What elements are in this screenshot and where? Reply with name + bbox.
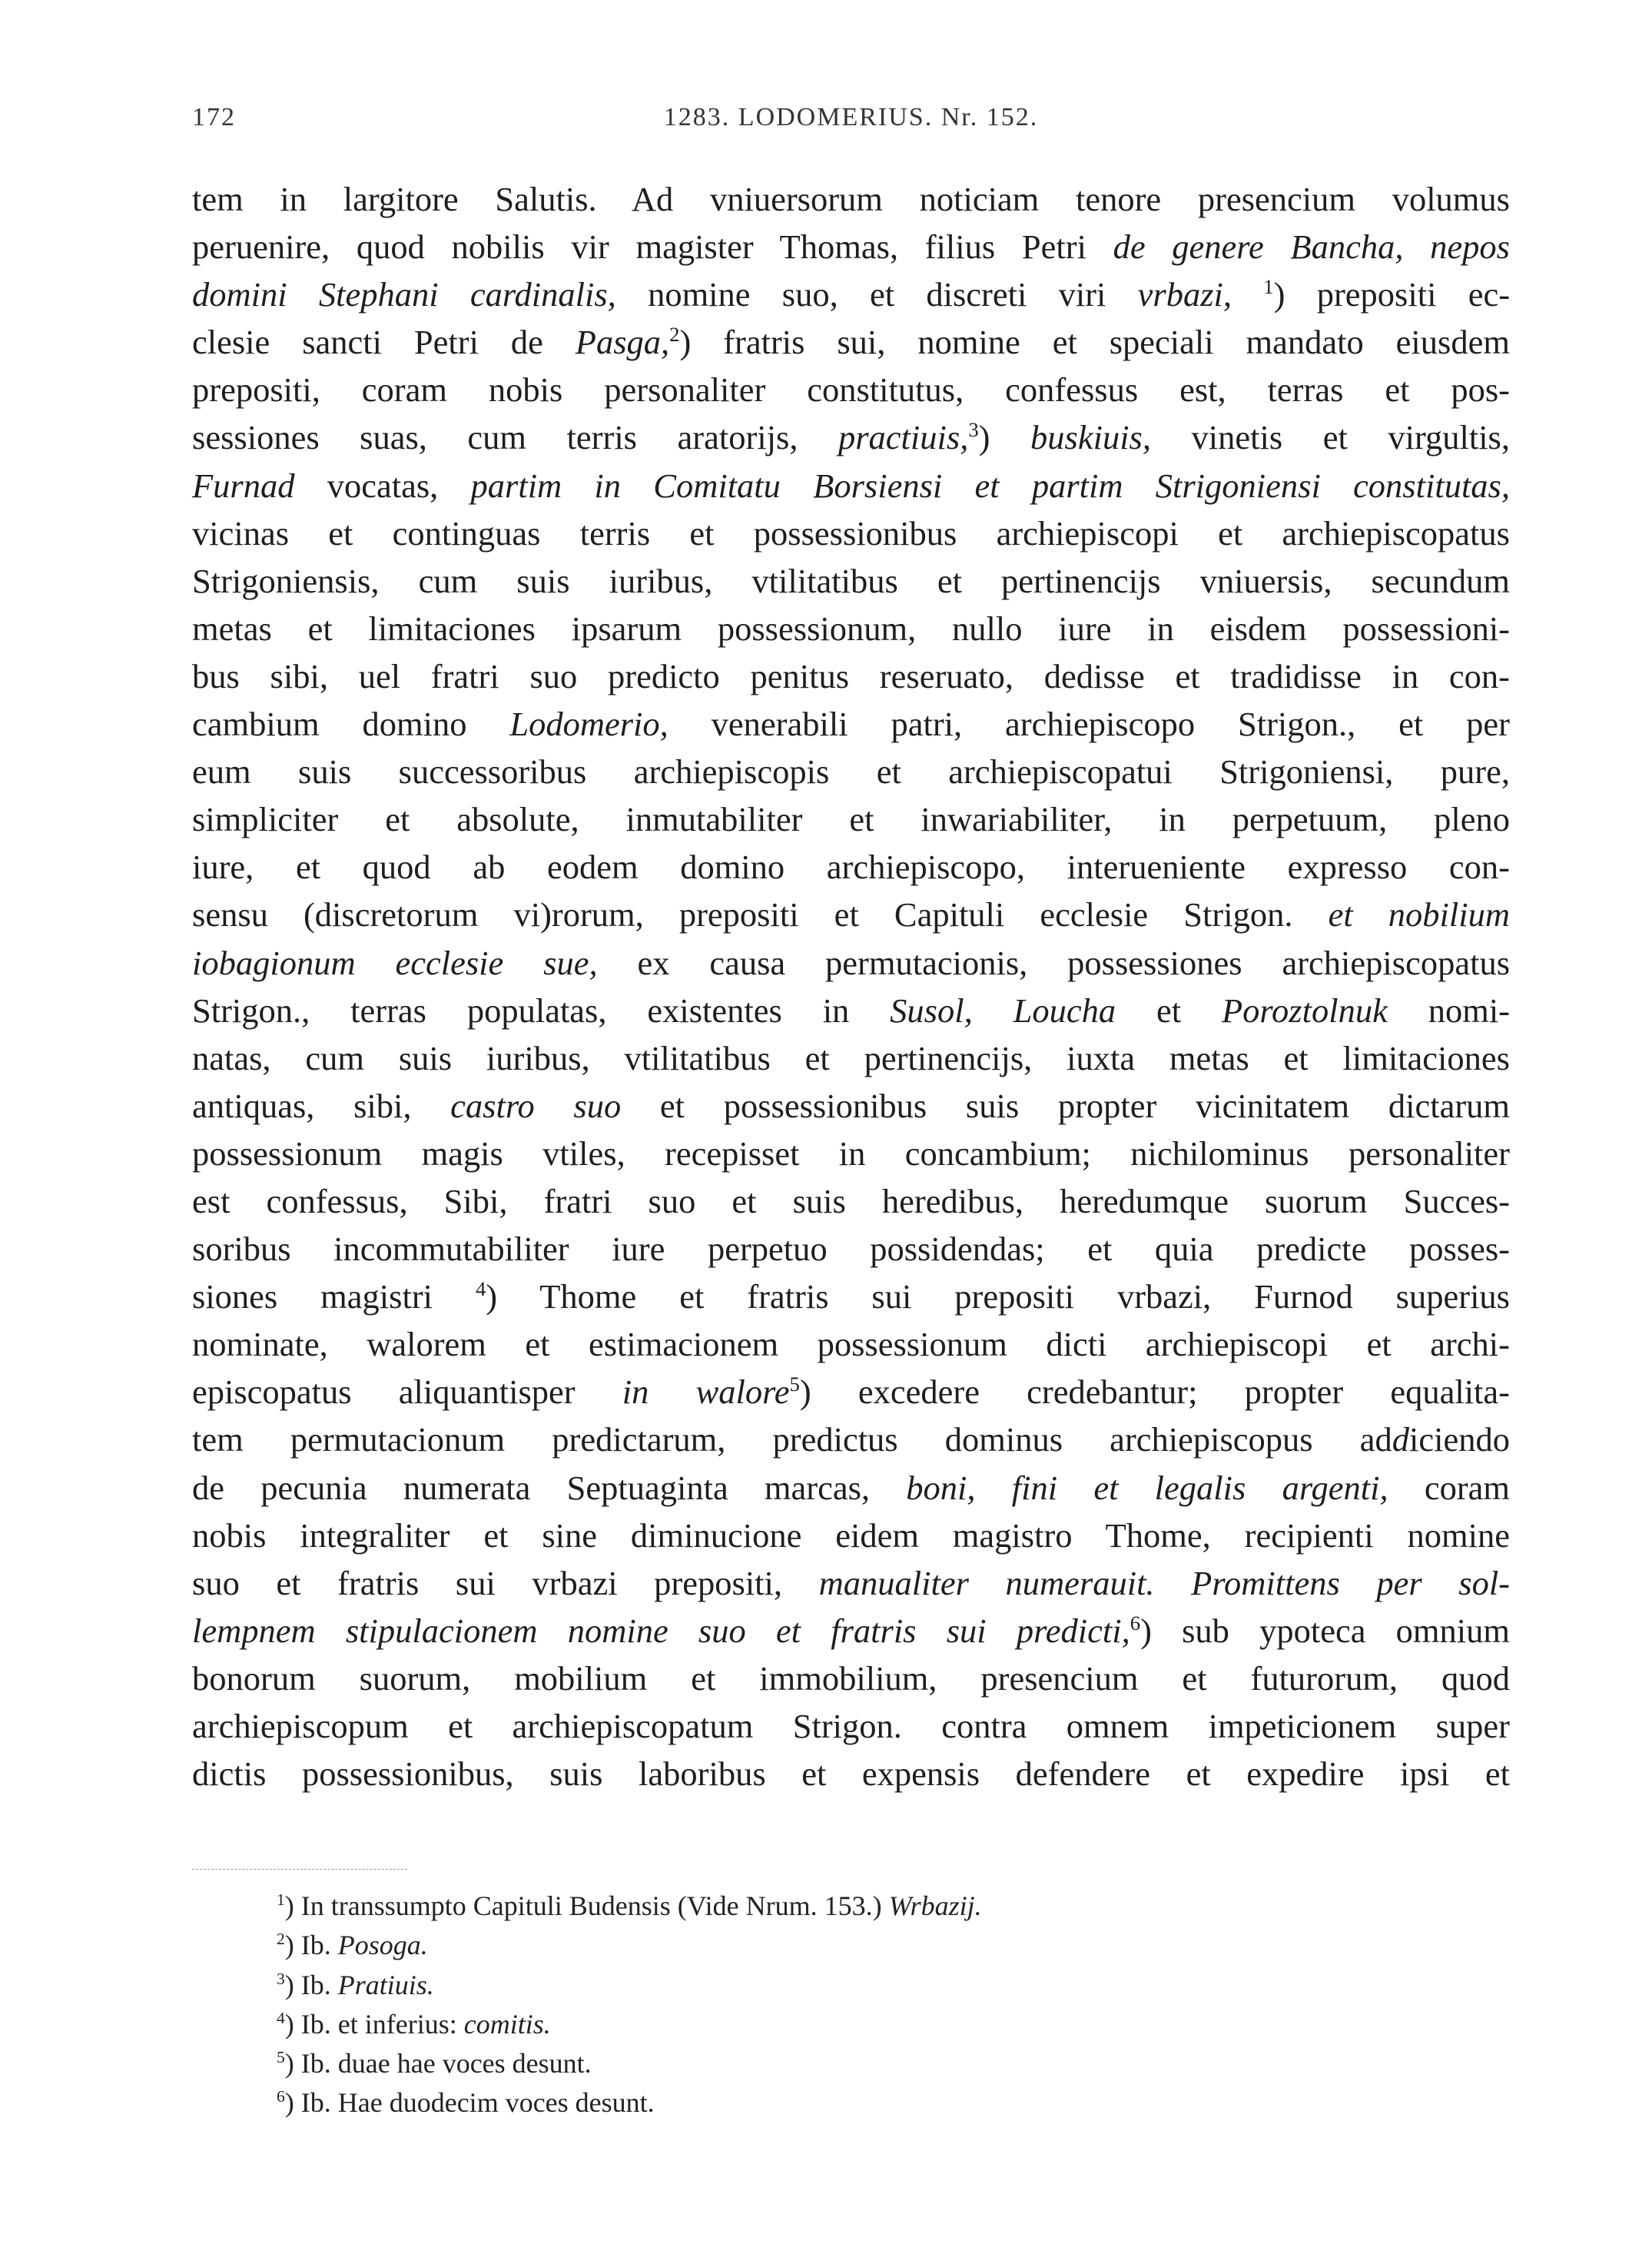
text-line: eum suis successoribus archiepiscopis et archiepiscopatui Strigoniensi, pure, [192,752,1510,792]
text-line: peruenire, quod nobilis vir magister Thomas, filius Petri de genere Bancha, nepos [192,227,1510,267]
footnote: $^6$) Ib. Hae duodecim voces desunt. [277,2087,655,2119]
text-line: simpliciter et absolute, inmutabiliter et inwariabiliter, in perpetuum, pleno [192,800,1510,839]
text-line: dictis possessionibus, suis laboribus et expensis defendere et expedire ipsi et [192,1754,1510,1794]
footnote: $^5$) Ib. duae hae voces desunt. [277,2048,592,2079]
text-line: Strigon., terras populatas, existentes in Susol, Loucha et Poroztolnuk nomi- [192,991,1510,1030]
text-line: bonorum suorum, mobilium et immobilium, presencium et futurorum, quod [192,1658,1510,1698]
text-line: clesie sancti Petri de Pasga,$^2$) fratris sui, nomine et speciali mandato eiusdem [192,323,1510,362]
text-line: cambium domino Lodomerio, venerabili patri, archiepiscopo Strigon., et per [192,705,1510,744]
text-line: iobagionum ecclesie sue, ex causa permutacionis, possessiones archiepiscopatus [192,943,1511,982]
text-line: bus sibi, uel fratri suo predicto penitus reseruato, dedisse et tradidisse in con- [192,656,1510,695]
text-line: natas, cum suis iuribus, vtilitatibus et pertinencijs, iuxta metas et limitaciones [192,1038,1510,1077]
text-line: suo et fratris sui vrbazi prepositi, manualiter numerauit. Promittens per sol- [192,1563,1510,1602]
footnote: $^1$) In transsumpto Capituli Budensis (Vide Nrum. 153.) Wrbazij. [277,1890,982,1921]
text-line: metas et limitaciones ipsarum possessionum, nullo iure in eisdem possessioni- [192,609,1510,648]
footnote: $^2$) Ib. Posoga. [277,1930,428,1961]
text-line: tem permutacionum predictarum, predictus dominus archiepiscopus addiciendo [192,1420,1510,1459]
text-line: nominate, walorem et estimacionem possessionum dicti archiepiscopi et archi- [192,1325,1510,1364]
text-line: nobis integraliter et sine diminucione eidem magistro Thome, recipienti nomine [192,1515,1510,1555]
text-line: possessionum magis vtiles, recepisset in concambium; nichilominus personaliter [192,1134,1510,1173]
text-line: antiquas, sibi, castro suo et possessionibus suis propter vicinitatem dictarum [192,1086,1510,1125]
text-line: Strigoniensis, cum suis iuribus, vtilitatibus et pertinencijs vniuersis, secundum [192,561,1510,600]
text-line: episcopatus aliquantisper in walore$^5$) excedere credebantur; propter equalita- [192,1372,1510,1412]
text-line: soribus incommutabiliter iure perpetuo possidendas; et quia predicte posses- [192,1230,1510,1269]
footnotes [277,1887,1352,2123]
footnote: $^3$) Ib. Pratiuis. [277,1969,434,2000]
text-line: sessiones suas, cum terris aratorijs, practiuis,$^3$) buskiuis, vinetis et virgultis, [192,418,1511,457]
text-line: de pecunia numerata Septuaginta marcas, boni, fini et legalis argenti, coram [192,1468,1511,1507]
text-line: sensu (discretorum vi)rorum, prepositi et Capituli ecclesie Strigon. et nobilium [192,895,1511,934]
footnote: $^4$) Ib. et inferius: comitis. [277,2008,551,2040]
text-line: tem in largitore Salutis. Ad vniuersorum noticiam tenore presencium volumus [192,180,1510,218]
text-line: siones magistri $^4$) Thome et fratris sui prepositi vrbazi, Furnod superius [192,1277,1510,1316]
text-line: archiepiscopum et archiepiscopatum Strigon. contra omnem impeticionem super [192,1707,1510,1745]
footnote-separator [192,1869,407,1870]
running-title: 1283. LODOMERIUS. Nr. 152. [663,103,1039,131]
page-number: 172 [192,103,236,131]
text-line: domini Stephani cardinalis, nomine suo, et discreti viri vrbazi, $^1$) prepositi ec- [192,275,1511,314]
text-line: Furnad vocatas, partim in Comitatu Borsiensi et partim Strigoniensi constitutas, [192,466,1511,505]
text-line: iure, et quod ab eodem domino archiepiscopo, interueniente expresso con- [192,848,1510,887]
running-head [192,94,1510,140]
text-line: vicinas et continguas terris et possessionibus archiepiscopi et archiepiscopatus [192,513,1510,553]
text-line: lempnem stipulacionem nomine suo et fratris sui predicti,$^6$) sub ypoteca omnium [192,1611,1510,1650]
text-line: est confessus, Sibi, fratri suo et suis heredibus, heredumque suorum Succes- [192,1181,1510,1220]
main-text [192,175,1510,1797]
text-line: prepositi, coram nobis personaliter constitutus, confessus est, terras et pos- [192,370,1510,410]
